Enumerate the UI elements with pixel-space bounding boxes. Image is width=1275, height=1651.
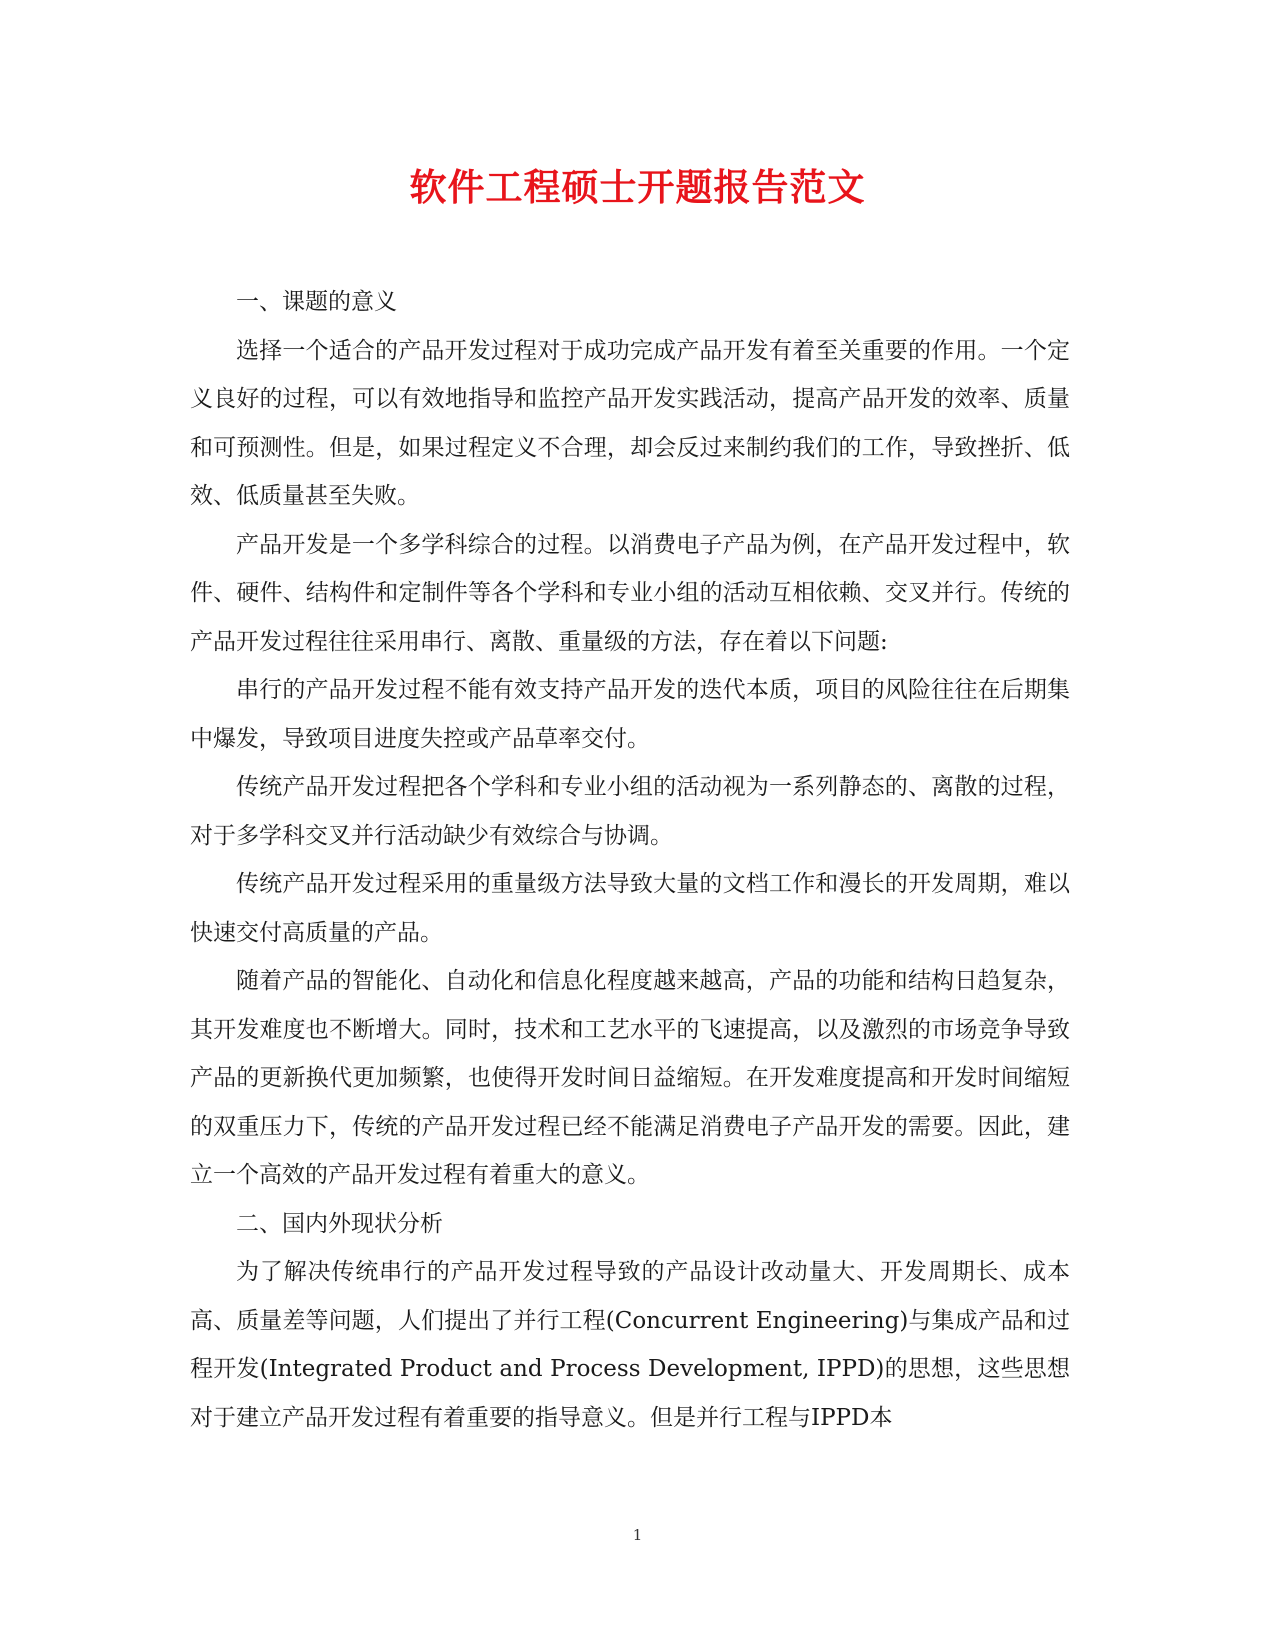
paragraph: 产品开发是一个多学科综合的过程。以消费电子产品为例，在产品开发过程中，软件、硬件、结构件和定制件等各个学科和专业小组的活动互相依赖、交叉并行。传统的产品开发过程往往采用串行、离散、重量级的方法，存在着以下问题: — [190, 531, 1070, 655]
section-heading: 二、国内外现状分析 — [236, 1210, 443, 1237]
document-title: 软件工程硕士开题报告范文 — [409, 165, 866, 209]
section-heading: 一、课题的意义 — [236, 289, 397, 315]
paragraph: 串行的产品开发过程不能有效支持产品开发的迭代本质，项目的风险往往在后期集中爆发，导致项目进度失控或产品草率交付。 — [190, 677, 1070, 752]
paragraph: 随着产品的智能化、自动化和信息化程度越来越高，产品的功能和结构日趋复杂，其开发难度也不断增大。同时，技术和工艺水平的飞速提高，以及激烈的市场竞争导致产品的更新换代更加频繁，也使得开发时间日益缩短。在开发难度提高和开发时间缩短的双重压力下，传统的产品开发过程已经不能满足消费电子产品开发的需要。因此，建立一个高效的产品开发过程有着重大的意义。 — [190, 968, 1070, 1188]
paragraph: 选择一个适合的产品开发过程对于成功完成产品开发有着至关重要的作用。一个定义良好的过程，可以有效地指导和监控产品开发实践活动，提高产品开发的效率、质量和可预测性。但是，如果过程定义不合理，却会反过来制约我们的工作，导致挫折、低效、低质量甚至失败。 — [190, 337, 1070, 509]
paragraph: 为了解决传统串行的产品开发过程导致的产品设计改动量大、开发周期长、成本高、质量差等问题，人们提出了并行工程(Concurrent Engineering)与集成产品和过程开发(Integrated Product and Process Development, IPPD)的思想，这些思想对于建立产品开发过程有着重要的指导意义。但是并行工程与IPPD本 — [190, 1259, 1070, 1431]
document-body — [190, 278, 1070, 1442]
paragraph: 传统产品开发过程采用的重量级方法导致大量的文档工作和漫长的开发周期，难以快速交付高质量的产品。 — [190, 871, 1070, 946]
page-number: 1 — [632, 1526, 643, 1544]
paragraph: 传统产品开发过程把各个学科和专业小组的活动视为一系列静态的、离散的过程，对于多学科交叉并行活动缺少有效综合与协调。 — [190, 774, 1070, 849]
